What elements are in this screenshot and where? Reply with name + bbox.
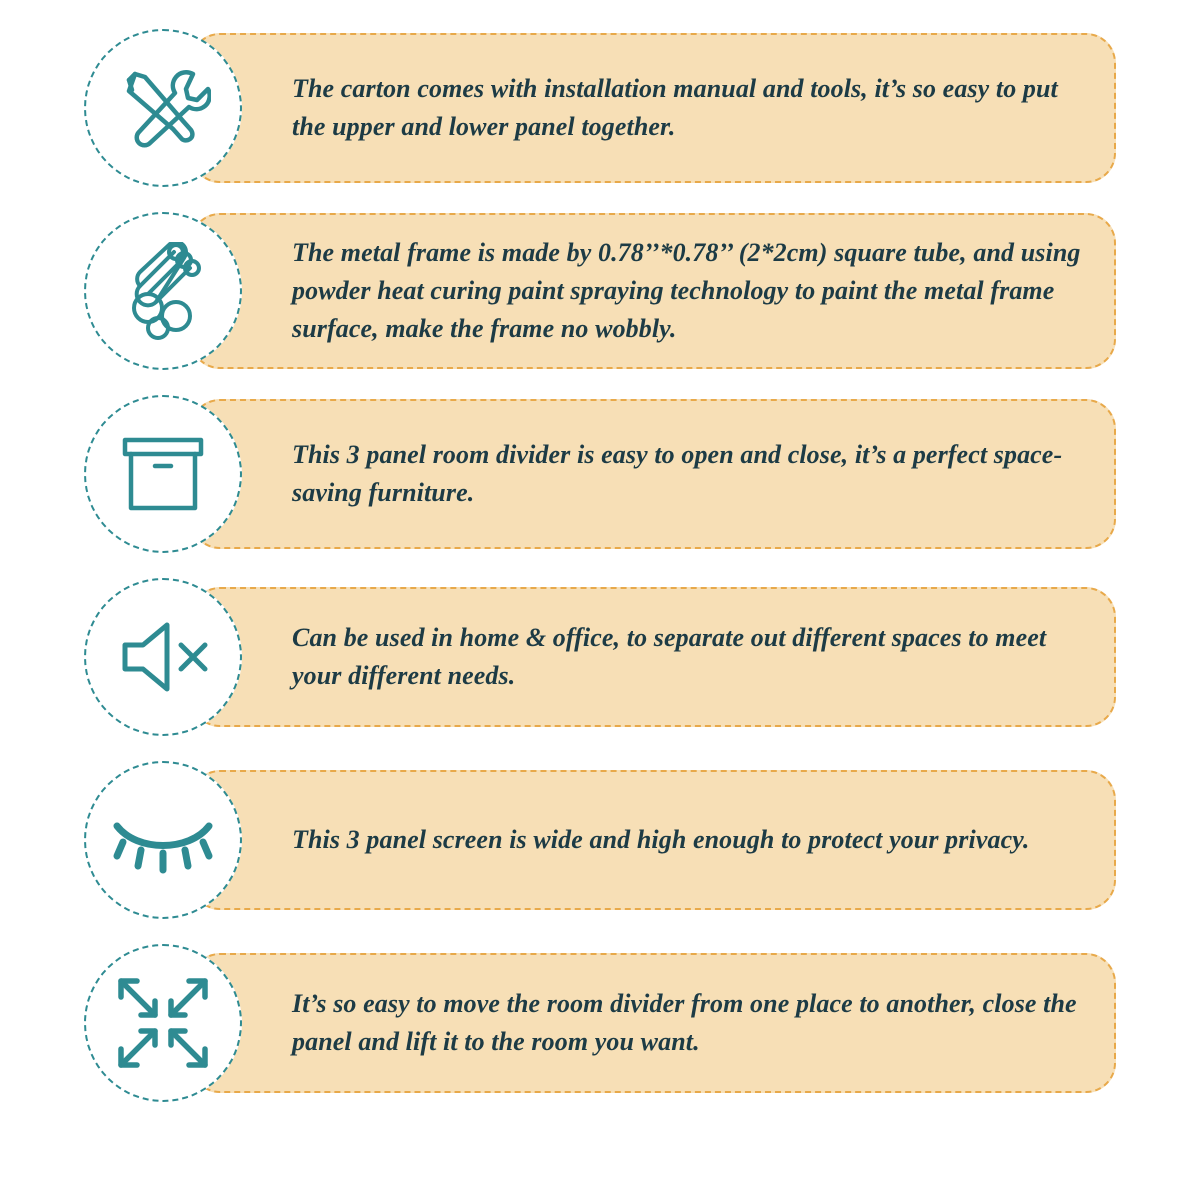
feature-text-card (190, 213, 1116, 369)
square-tubes-icon (84, 212, 242, 370)
feature-row (84, 943, 1116, 1103)
feature-text-card (190, 33, 1116, 183)
feature-row (84, 28, 1116, 188)
tools-icon (84, 29, 242, 187)
feature-text: The carton comes with installation manual and tools, it’s so easy to put the upper and lower panel together. (292, 74, 1058, 141)
feature-row (84, 577, 1116, 737)
mute-speaker-icon (84, 578, 242, 736)
closed-eye-icon (84, 761, 242, 919)
feature-text-card (190, 953, 1116, 1093)
feature-text: It’s so easy to move the room divider from one place to another, close the panel and lift it to the room you want. (292, 989, 1077, 1056)
folding-box-icon (84, 395, 242, 553)
feature-text: This 3 panel screen is wide and high enough to protect your privacy. (292, 825, 1030, 855)
feature-row (84, 394, 1116, 554)
feature-row (84, 211, 1116, 371)
feature-text: This 3 panel room divider is easy to open and close, it’s a perfect space-saving furniture. (292, 440, 1063, 507)
feature-row (84, 760, 1116, 920)
feature-text: Can be used in home & office, to separate out different spaces to meet your different needs. (292, 623, 1047, 690)
collapse-arrows-icon (84, 944, 242, 1102)
feature-text: The metal frame is made by 0.78’’*0.78’’ (2*2cm) square tube, and using powder heat curing paint spraying technology to paint the metal frame surface, make the frame no wobbly. (292, 238, 1081, 343)
feature-text-card (190, 770, 1116, 910)
feature-text-card (190, 587, 1116, 727)
feature-text-card (190, 399, 1116, 549)
